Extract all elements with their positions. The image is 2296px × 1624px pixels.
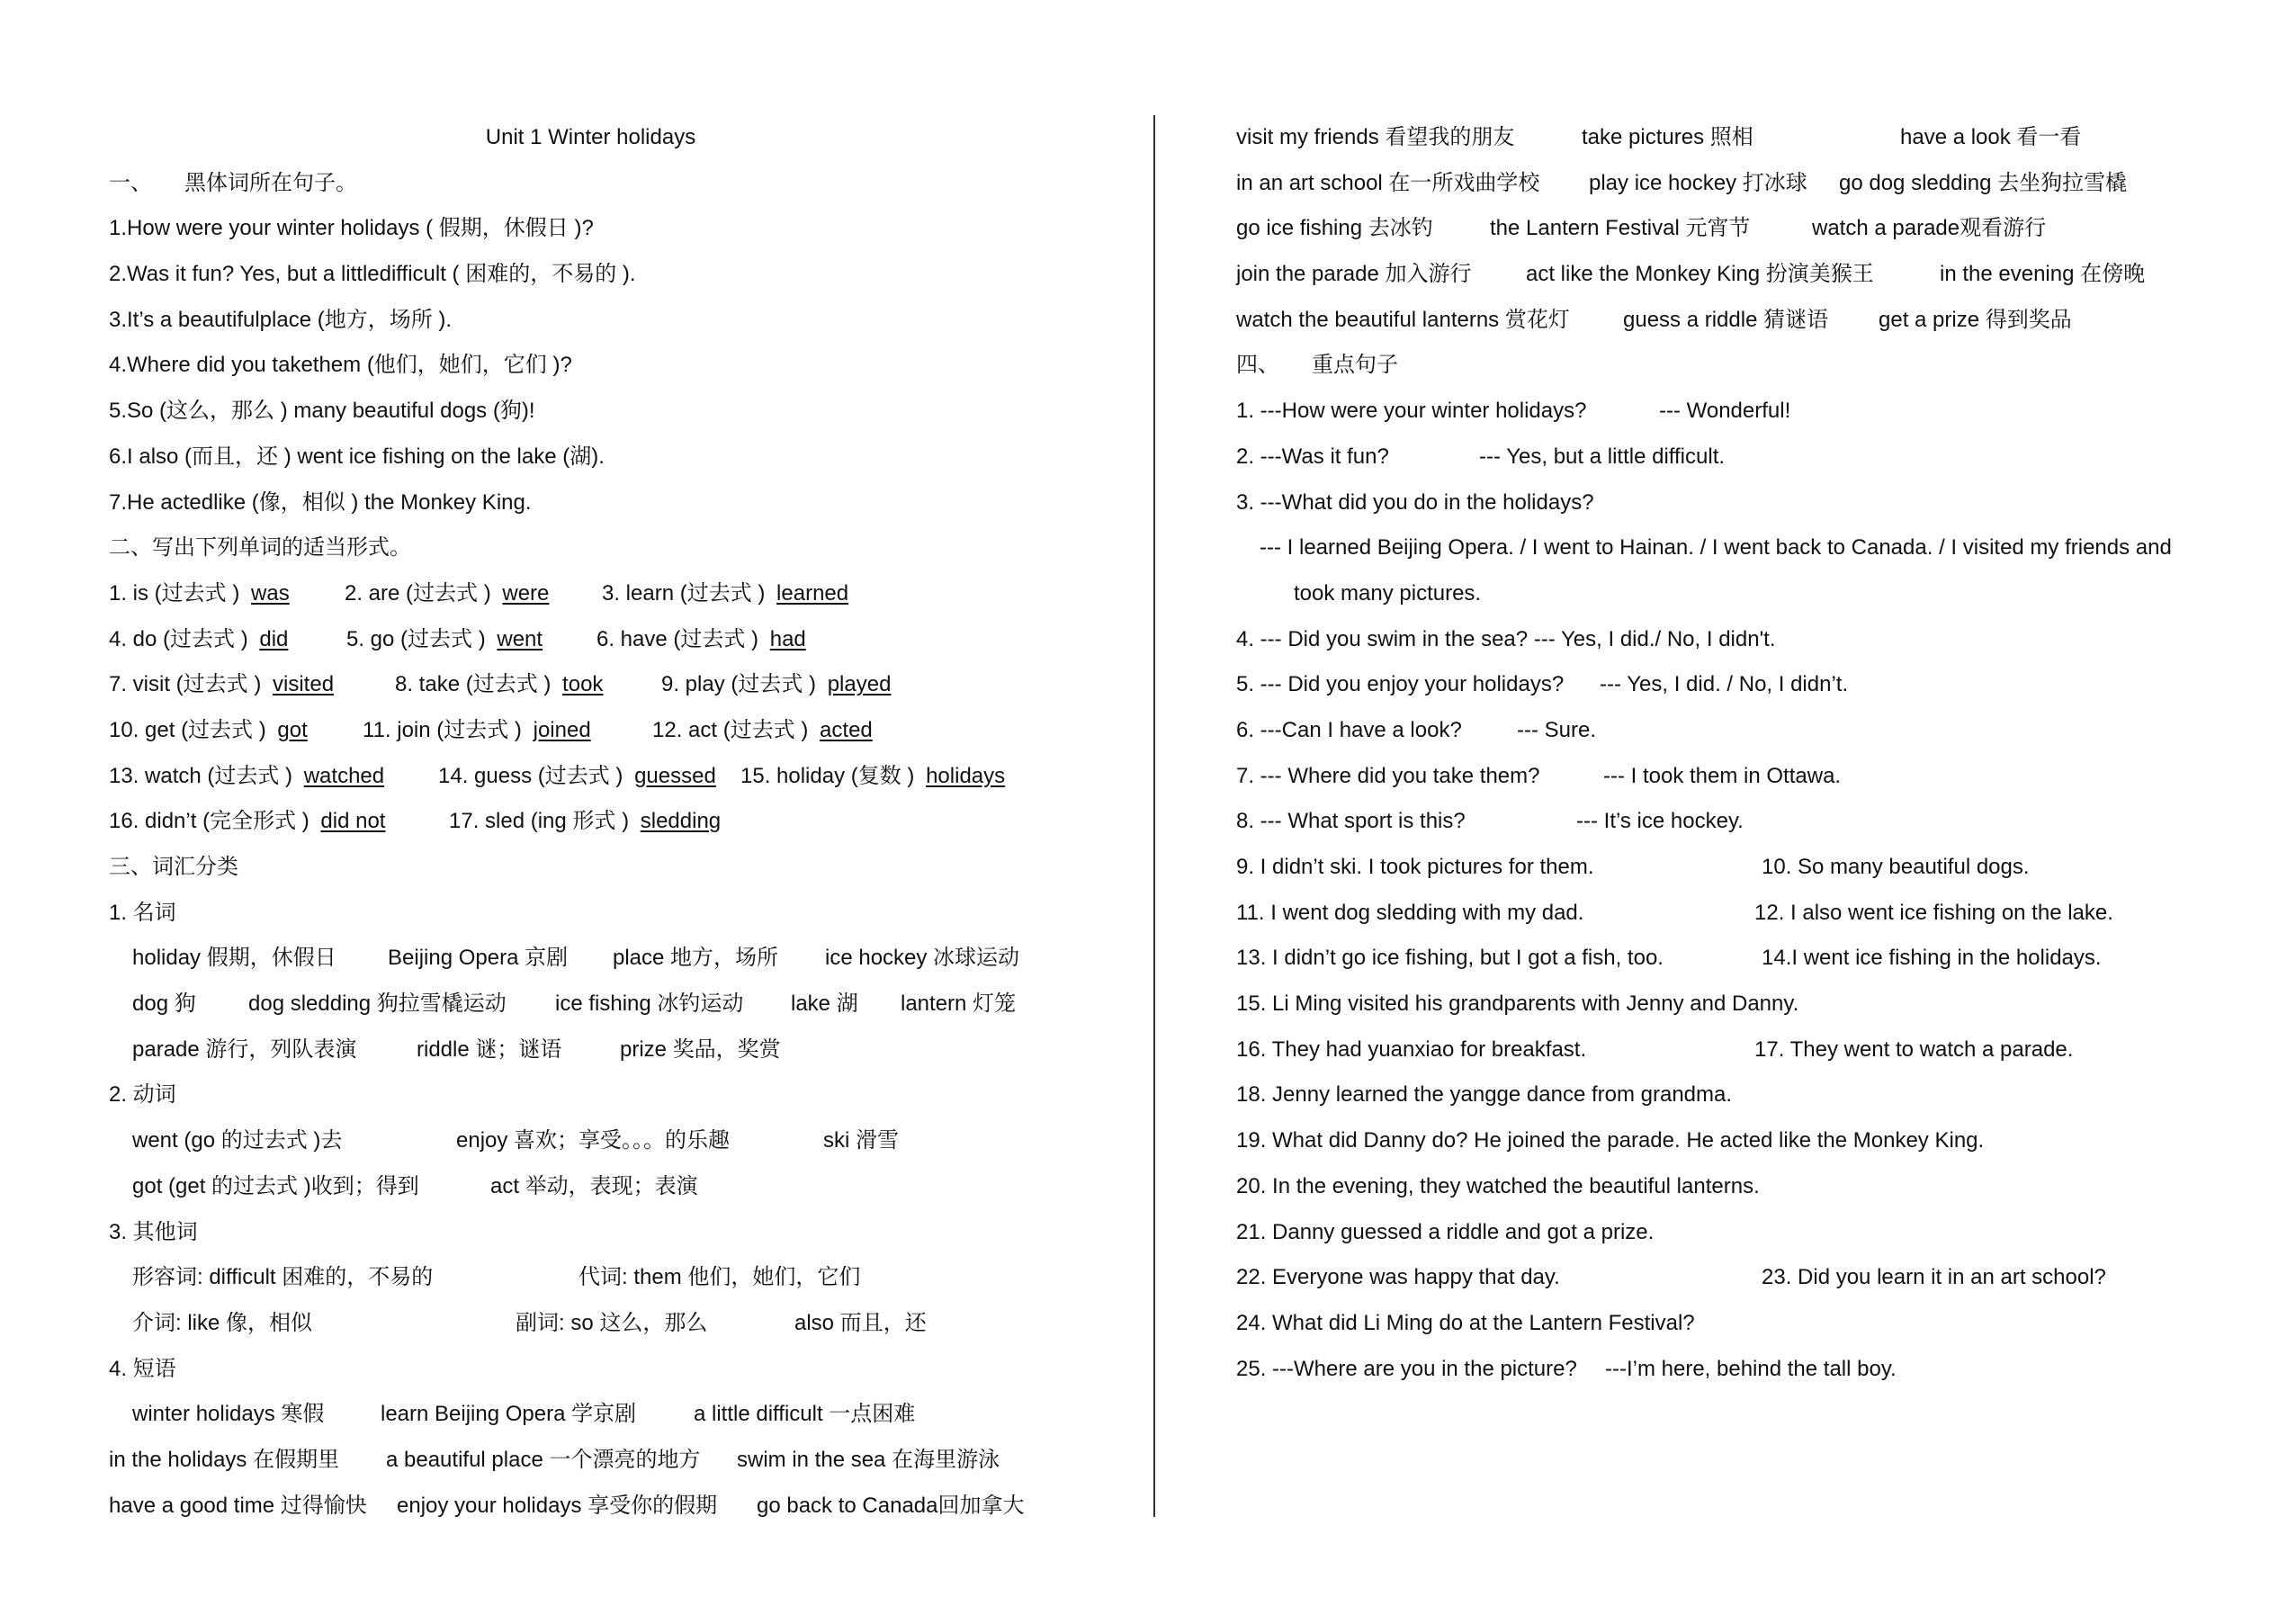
word-form-question: 7. visit (过去式 ) xyxy=(109,672,262,697)
vocab-row xyxy=(109,982,1117,1027)
sentence-text: ---I’m here, behind the tall boy. xyxy=(1605,1356,1897,1381)
vocab-entry: ski 滑雪 xyxy=(823,1128,899,1153)
word-form-question: 10. get (过去式 ) xyxy=(109,717,266,742)
key-sentence xyxy=(1236,936,2262,982)
sentence-item: 5.So (这么，那么 ) many beautiful dogs (狗)! xyxy=(109,399,535,424)
phrase-entry: in the holidays 在假期里 xyxy=(109,1447,340,1472)
key-sentence xyxy=(1236,799,2262,845)
answer-blank: acted xyxy=(820,717,873,742)
phrase-entry: the Lantern Festival 元宵节 xyxy=(1490,216,1751,241)
answer-blank: visited xyxy=(273,672,335,697)
sentence-text: 1. ---How were your winter holidays? xyxy=(1236,399,1587,424)
phrases-title: 4. 短语 xyxy=(109,1356,176,1381)
word-form-question: 4. do (过去式 ) xyxy=(109,626,248,651)
phrase-entry: have a look 看一看 xyxy=(1900,125,2082,149)
sentence-text: 13. I didn’t go ice fishing, but I got a fish, too. xyxy=(1236,946,1664,971)
word-form-question: 11. join (过去式 ) xyxy=(363,717,522,742)
key-sentence xyxy=(1236,435,2262,480)
sentence-text: 8. --- What sport is this? xyxy=(1236,809,1466,834)
sentence-text: --- Sure. xyxy=(1517,717,1597,742)
sentence-item: 1.How were your winter holidays ( 假期，休假日 )? xyxy=(109,216,594,241)
vocab-row xyxy=(109,1118,1117,1164)
page-title: Unit 1 Winter holidays xyxy=(485,125,696,149)
phrase-row xyxy=(1236,298,2262,344)
sentence-text: 6. ---Can I have a look? xyxy=(1236,717,1462,742)
phrase-entry: act like the Monkey King 扮演美猴王 xyxy=(1526,262,1874,287)
vocab-row xyxy=(109,1164,1117,1210)
answer-blank: were xyxy=(502,580,550,606)
section-3-heading: 三、词汇分类 xyxy=(109,855,238,879)
phrase-entry: watch a parade观看游行 xyxy=(1812,216,2047,241)
key-sentence xyxy=(1236,1347,2262,1393)
phrase-row xyxy=(109,1484,1117,1530)
answer-blank: learned xyxy=(776,580,849,606)
verbs-title: 2. 动词 xyxy=(109,1082,176,1108)
vocab-entry: also 而且，还 xyxy=(794,1310,927,1335)
vocab-row xyxy=(109,1027,1117,1073)
phrase-row xyxy=(1236,161,2262,207)
key-sentence: 4. --- Did you swim in the sea? --- Yes, I did./ No, I didn't. xyxy=(1236,626,1776,651)
word-form-question: 6. have (过去式 ) xyxy=(596,626,759,651)
key-sentence: 3. ---What did you do in the holidays? xyxy=(1236,489,1594,515)
vocab-entry: prize 奖品，奖赏 xyxy=(620,1036,781,1062)
vocab-entry: 形容词: difficult 困难的，不易的 xyxy=(132,1265,434,1290)
answer-blank: watched xyxy=(303,763,385,788)
word-form-question: 16. didn’t (完全形式 ) xyxy=(109,809,309,834)
key-sentence: 19. What did Danny do? He joined the parade. He acted like the Monkey King. xyxy=(1236,1128,1985,1153)
key-sentence: 18. Jenny learned the yangge dance from grandma. xyxy=(1236,1082,1733,1108)
answer-blank: got xyxy=(277,717,308,742)
sentence-text: 9. I didn’t ski. I took pictures for them. xyxy=(1236,855,1594,879)
key-sentence xyxy=(1236,662,2262,708)
section-4-heading: 四、 重点句子 xyxy=(1236,353,1398,378)
word-form-question: 3. learn (过去式 ) xyxy=(602,580,766,606)
key-sentence: 24. What did Li Ming do at the Lantern Festival? xyxy=(1236,1310,1695,1335)
word-form-question: 17. sled (ing 形式 ) xyxy=(449,809,630,834)
key-sentence xyxy=(1236,891,2262,937)
vocab-row xyxy=(109,1301,1117,1347)
phrase-entry: guess a riddle 猜谜语 xyxy=(1623,307,1829,332)
word-form-question: 5. go (过去式 ) xyxy=(346,626,486,651)
word-form-question: 2. are (过去式 ) xyxy=(345,580,491,606)
vocab-entry: got (get 的过去式 )收到；得到 xyxy=(132,1173,419,1198)
sentence-item: 2.Was it fun? Yes, but a littledifficult ( 困难的，不易的 ). xyxy=(109,262,636,287)
right-column xyxy=(1236,115,2262,1392)
answer-blank: took xyxy=(562,672,604,697)
answer-blank: had xyxy=(769,626,806,651)
answer-blank: sledding xyxy=(640,809,722,834)
phrase-entry: go dog sledding 去坐狗拉雪橇 xyxy=(1839,170,2128,195)
key-sentence xyxy=(1236,389,2262,435)
key-sentence xyxy=(1236,845,2262,891)
phrase-entry: go ice fishing 去冰钓 xyxy=(1236,216,1433,241)
word-form-row xyxy=(109,662,1117,708)
key-sentence xyxy=(1236,754,2262,800)
phrase-entry: play ice hockey 打冰球 xyxy=(1589,170,1807,195)
sentence-text: 2. ---Was it fun? xyxy=(1236,444,1389,469)
vocab-entry: went (go 的过去式 )去 xyxy=(132,1128,343,1153)
sentence-text: 7. --- Where did you take them? xyxy=(1236,763,1540,788)
vocab-entry: riddle 谜；谜语 xyxy=(417,1036,562,1062)
vocab-entry: holiday 假期，休假日 xyxy=(132,946,336,971)
sentence-text: --- Yes, I did. / No, I didn’t. xyxy=(1600,672,1849,697)
word-form-question: 13. watch (过去式 ) xyxy=(109,763,293,788)
section-2-heading: 二、写出下列单词的适当形式。 xyxy=(109,535,411,561)
phrase-entry: swim in the sea 在海里游泳 xyxy=(737,1447,1000,1472)
phrase-entry: in an art school 在一所戏曲学校 xyxy=(1236,170,1540,195)
vocab-entry: lake 湖 xyxy=(791,991,858,1017)
phrase-entry: a beautiful place 一个漂亮的地方 xyxy=(386,1447,701,1472)
vocab-entry: 代词: them 他们，她们，它们 xyxy=(578,1265,861,1290)
word-form-question: 14. guess (过去式 ) xyxy=(438,763,623,788)
key-sentence: 21. Danny guessed a riddle and got a prize. xyxy=(1236,1219,1655,1244)
section-1-heading: 一、 黑体词所在句子。 xyxy=(109,170,357,195)
vocab-entry: 介词: like 像，相似 xyxy=(132,1310,313,1335)
vocab-entry: act 举动，表现；表演 xyxy=(490,1173,698,1198)
phrase-entry: learn Beijing Opera 学京剧 xyxy=(381,1402,637,1427)
word-form-row xyxy=(109,754,1117,800)
phrase-row xyxy=(1236,252,2262,298)
phrase-row xyxy=(109,1392,1117,1438)
key-sentence: took many pictures. xyxy=(1294,580,1482,606)
sentence-text: --- It’s ice hockey. xyxy=(1576,809,1744,834)
word-form-question: 8. take (过去式 ) xyxy=(395,672,552,697)
word-form-row xyxy=(109,571,1117,617)
phrase-entry: enjoy your holidays 享受你的假期 xyxy=(397,1493,718,1518)
phrase-entry: watch the beautiful lanterns 赏花灯 xyxy=(1236,307,1570,332)
sentence-text: 23. Did you learn it in an art school? xyxy=(1762,1265,2106,1290)
answer-blank: played xyxy=(827,672,892,697)
phrase-entry: join the parade 加入游行 xyxy=(1236,262,1472,287)
sentence-text: 5. --- Did you enjoy your holidays? xyxy=(1236,672,1565,697)
word-form-question: 1. is (过去式 ) xyxy=(109,580,240,606)
vocab-entry: ice hockey 冰球运动 xyxy=(825,946,1020,971)
sentence-item: 7.He actedlike (像，相似 ) the Monkey King. xyxy=(109,489,532,515)
answer-blank: was xyxy=(251,580,290,606)
phrase-entry: go back to Canada回加拿大 xyxy=(757,1493,1025,1518)
sentence-text: --- Yes, but a little difficult. xyxy=(1479,444,1726,469)
phrase-row xyxy=(1236,206,2262,252)
vocab-entry: 副词: so 这么，那么 xyxy=(516,1310,708,1335)
sentence-text: 22. Everyone was happy that day. xyxy=(1236,1265,1560,1290)
sentence-text: 17. They went to watch a parade. xyxy=(1754,1036,2074,1062)
vocab-entry: dog 狗 xyxy=(132,991,196,1017)
sentence-text: 11. I went dog sledding with my dad. xyxy=(1236,900,1584,925)
phrase-entry: a little difficult 一点困难 xyxy=(694,1402,916,1427)
vocab-entry: enjoy 喜欢；享受。。。的乐趣 xyxy=(456,1128,731,1153)
phrase-entry: in the evening 在傍晚 xyxy=(1940,262,2146,287)
nouns-title: 1. 名词 xyxy=(109,900,176,925)
sentence-text: --- I took them in Ottawa. xyxy=(1603,763,1842,788)
sentence-item: 4.Where did you takethem (他们，她们，它们 )? xyxy=(109,353,572,378)
sentence-item: 6.I also (而且，还 ) went ice fishing on the lake (湖). xyxy=(109,444,605,469)
sentence-text: 25. ---Where are you in the picture? xyxy=(1236,1356,1577,1381)
sentence-text: --- Wonderful! xyxy=(1659,399,1791,424)
word-form-question: 9. play (过去式 ) xyxy=(661,672,817,697)
key-sentence: --- I learned Beijing Opera. / I went to Hainan. / I went back to Canada. / I visited my friends and xyxy=(1260,535,2172,561)
answer-blank: did xyxy=(259,626,289,651)
vocab-entry: dog sledding 狗拉雪橇运动 xyxy=(248,991,507,1017)
vocab-row xyxy=(109,936,1117,982)
answer-blank: holidays xyxy=(926,763,1006,788)
vocab-entry: parade 游行，列队表演 xyxy=(132,1036,357,1062)
vocab-row xyxy=(109,1255,1117,1301)
phrase-entry: visit my friends 看望我的朋友 xyxy=(1236,125,1515,149)
key-sentence: 15. Li Ming visited his grandparents with Jenny and Danny. xyxy=(1236,991,1799,1017)
phrase-row xyxy=(1236,115,2262,161)
word-form-row xyxy=(109,799,1117,845)
word-form-question: 15. holiday (复数 ) xyxy=(740,763,915,788)
left-column xyxy=(109,115,1117,1529)
word-form-row xyxy=(109,617,1117,663)
answer-blank: guessed xyxy=(634,763,716,788)
sentence-text: 10. So many beautiful dogs. xyxy=(1762,855,2030,879)
phrase-entry: winter holidays 寒假 xyxy=(132,1402,325,1427)
key-sentence: 20. In the evening, they watched the beautiful lanterns. xyxy=(1236,1173,1760,1198)
word-form-question: 12. act (过去式 ) xyxy=(652,717,809,742)
key-sentence xyxy=(1236,1255,2262,1301)
vocab-entry: place 地方，场所 xyxy=(613,946,779,971)
word-form-row xyxy=(109,708,1117,754)
column-divider xyxy=(1153,115,1155,1517)
phrase-entry: get a prize 得到奖品 xyxy=(1879,307,2072,332)
sentence-text: 14.I went ice fishing in the holidays. xyxy=(1762,946,2102,971)
sentence-text: 16. They had yuanxiao for breakfast. xyxy=(1236,1036,1587,1062)
answer-blank: did not xyxy=(320,809,386,834)
others-title: 3. 其他词 xyxy=(109,1219,198,1244)
vocab-entry: Beijing Opera 京剧 xyxy=(388,946,569,971)
vocab-entry: lantern 灯笼 xyxy=(901,991,1017,1017)
phrase-entry: have a good time 过得愉快 xyxy=(109,1493,367,1518)
phrase-entry: take pictures 照相 xyxy=(1582,125,1753,149)
key-sentence xyxy=(1236,708,2262,754)
vocab-entry: ice fishing 冰钓运动 xyxy=(555,991,744,1017)
sentence-item: 3.It’s a beautifulplace (地方，场所 ). xyxy=(109,307,453,332)
key-sentence xyxy=(1236,1027,2262,1073)
phrase-row xyxy=(109,1438,1117,1484)
answer-blank: went xyxy=(497,626,543,651)
sentence-text: 12. I also went ice fishing on the lake. xyxy=(1754,900,2113,925)
answer-blank: joined xyxy=(533,717,591,742)
